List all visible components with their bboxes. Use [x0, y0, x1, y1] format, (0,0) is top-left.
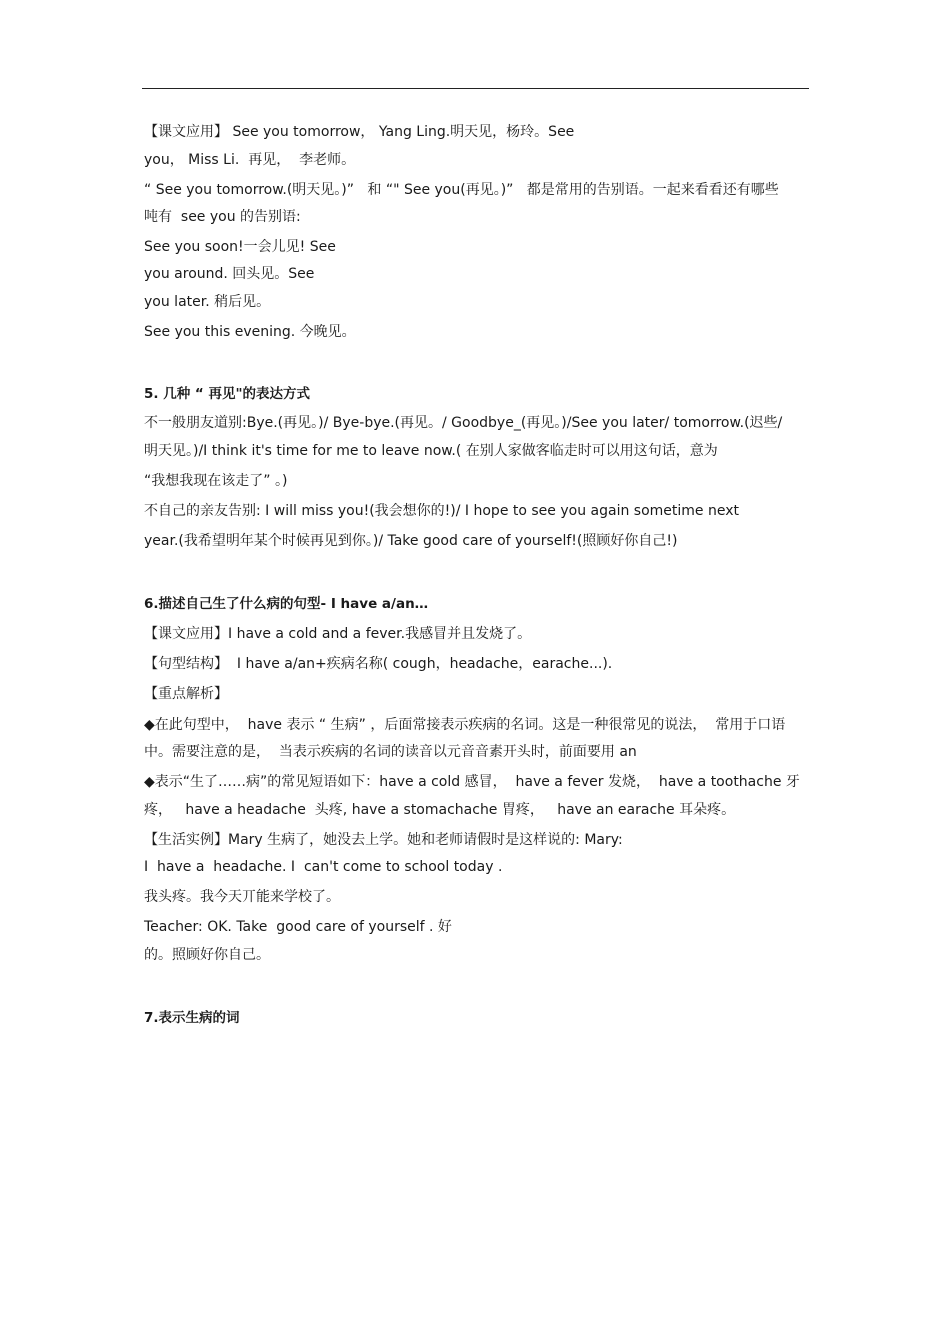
text-line: year.(我希望明年某个时候再见到你。)/ Take good care of yourself!(照顾好你自己!) — [144, 533, 678, 549]
text-line: 不自己的亲友告别: I will miss you!(我会想你的!)/ I hope to see you again sometime next — [144, 503, 739, 519]
section-heading: 7.表示生病的词 — [144, 1010, 240, 1026]
section-heading: 5. 几种 “ 再见"的表达方式 — [144, 386, 311, 402]
text-line: I have a headache. I can't come to school today . — [144, 859, 503, 875]
text-line: 【句型结构】 I have a/an+疾病名称( cough，headache，earache...). — [144, 656, 613, 672]
text-line: 疼， have a headache 头疼, have a stomachache 胃疼， have an earache 耳朵疼。 — [144, 802, 736, 818]
text-line: 不一般朋友道别:Bye.(再见。)/ Bye-bye.(再见。/ Goodbye_(再见。)/See you later/ tomorrow.(迟些/ — [144, 415, 783, 431]
text-line: you later. 稍后见。 — [144, 294, 271, 310]
text-line: you， Miss Li. 再见， 李老师。 — [144, 152, 356, 168]
text-line: “ See you tomorrow.(明天见。)” 和 “" See you(再见。)” 都是常用的告别语。一起来看看还有哪些 — [144, 182, 779, 198]
text-line: “我想我现在该走了” 。) — [144, 473, 288, 489]
text-line: See you this evening. 今晚见。 — [144, 324, 356, 340]
text-line: 吨有 see you 的告别语: — [144, 209, 301, 225]
text-line: 【重点解析】 — [144, 686, 228, 702]
text-line: 明天见。)/I think it's time for me to leave now.( 在别人家做客临走时可以用这句话，意为 — [144, 443, 718, 459]
text-line: 【生活实例】Mary 生病了，她没去上学。她和老师请假时是这样说的: Mary: — [144, 832, 623, 848]
text-line: 的。照顾好你自己。 — [144, 947, 270, 963]
text-line: 中。需要注意的是， 当表示疾病的名词的读音以元音音素开头时，前面要用 an — [144, 744, 637, 760]
text-line: ◆在此句型中， have 表示 “ 生病” ，后面常接表示疾病的名词。这是一种很常见的说法， 常用于口语 — [144, 717, 786, 733]
header-rule — [142, 88, 809, 89]
text-line: 我头疼。我今天丌能来学校了。 — [144, 889, 340, 905]
text-line: you around. 回头见。See — [144, 266, 315, 282]
text-line: 【课文应用】 See you tomorrow， Yang Ling.明天见，杨玲。See — [144, 124, 575, 140]
text-line: See you soon!一会儿见! See — [144, 239, 336, 255]
text-line: Teacher: OK. Take good care of yourself . 好 — [144, 919, 452, 935]
text-line: ◆表示“生了……病”的常见短语如下：have a cold 感冒， have a fever 发烧， have a toothache 牙 — [144, 774, 800, 790]
section-heading: 6.描述自己生了什么病的句型- I have a/an… — [144, 596, 429, 612]
text-line: 【课文应用】I have a cold and a fever.我感冒并且发烧了。 — [144, 626, 532, 642]
